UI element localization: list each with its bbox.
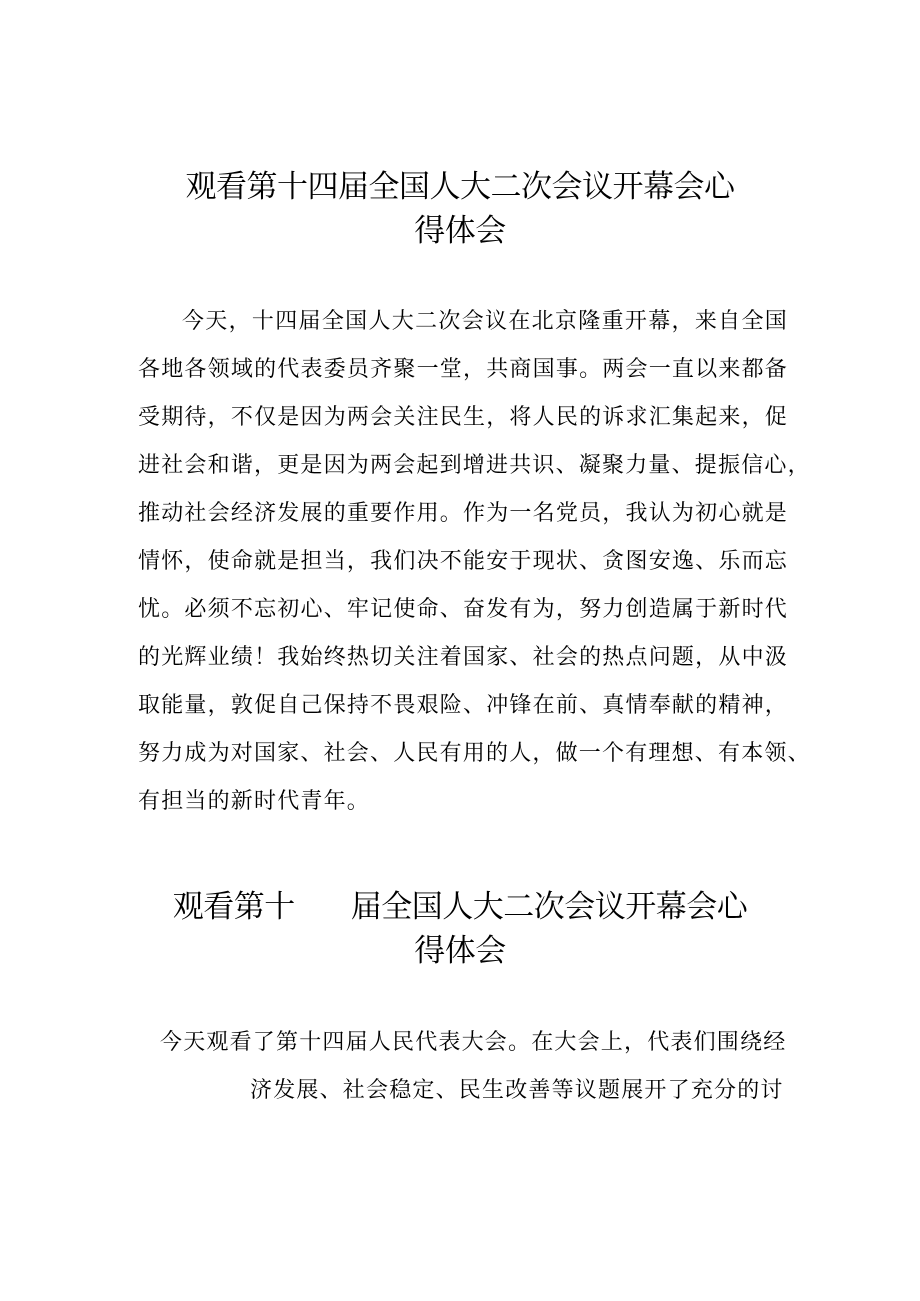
section1-line-1: 今天，十四届全国人大二次会议在北京隆重开幕，来自全国: [182, 309, 788, 334]
section1-title-line2: 得体会: [414, 213, 506, 249]
section1-line-7: 忧。必须不忘初心、牢记使命、奋发有为，努力创造属于新时代: [138, 597, 788, 622]
section1-line-5: 推动社会经济发展的重要作用。作为一名党员，我认为初心就是: [138, 501, 788, 526]
section1-line-11: 有担当的新时代青年。: [138, 789, 371, 814]
section1-line-2: 各地各领域的代表委员齐聚一堂，共商国事。两会一直以来都备: [138, 357, 788, 382]
section1-line-6: 情怀，使命就是担当，我们决不能安于现状、贪图安逸、乐而忘: [138, 549, 788, 574]
section1-line-10: 努力成为对国家、社会、人民有用的人，做一个有理想、有本领、: [138, 741, 811, 766]
section2-title-line2: 得体会: [414, 933, 506, 969]
section2-title: [0, 885, 920, 973]
section2-line-1: 今天观看了第十四届人民代表大会。在大会上，代表们围绕经: [160, 1030, 787, 1055]
section1-line-8: 的光辉业绩！我始终热切关注着国家、社会的热点问题，从中汲: [138, 645, 788, 670]
section2-title-line1: [0, 885, 920, 929]
section1-line-3: 受期待，不仅是因为两会关注民生，将人民的诉求汇集起来，促: [138, 405, 788, 430]
section1-line-4: 进社会和谐，更是因为两会起到增进共识、凝聚力量、提振信心，: [138, 453, 811, 478]
section1-title-line1: 观看第十四届全国人大二次会议开幕会心: [185, 169, 735, 205]
section2-title-line1-part-a: 观看第十: [172, 889, 295, 925]
section2-line-2: 济发展、社会稳定、民生改善等议题展开了充分的讨: [250, 1078, 784, 1103]
section2-title-line1-part-b: 届全国人大二次会议开幕会心: [350, 889, 748, 925]
section1-line-9: 取能量，敦促自己保持不畏艰险、冲锋在前、真情奉献的精神，: [138, 693, 788, 718]
section1-title: [0, 165, 920, 253]
